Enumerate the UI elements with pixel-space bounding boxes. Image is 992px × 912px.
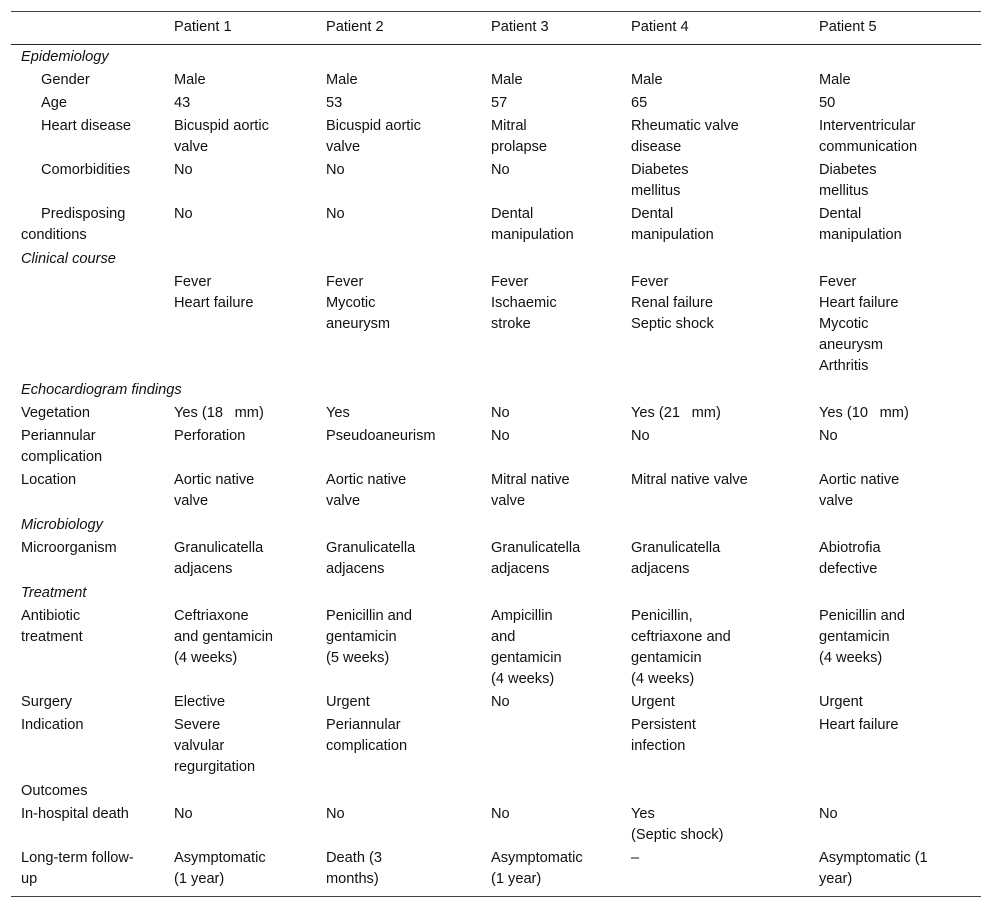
table-cell xyxy=(481,605,621,691)
table-row xyxy=(11,537,981,581)
section-row xyxy=(11,513,981,537)
table-row xyxy=(11,847,981,897)
header-cell-empty xyxy=(11,12,164,45)
cell-line: (Septic shock) xyxy=(631,827,724,843)
cell-line: mellitus xyxy=(631,183,681,199)
row-label-empty xyxy=(11,271,164,378)
cell-line: manipulation xyxy=(631,227,714,243)
cell-line: Diabetes xyxy=(819,162,877,178)
section-row xyxy=(11,581,981,605)
cell-line: Penicillin and xyxy=(326,608,412,624)
cell-line: communication xyxy=(819,139,918,155)
header-patient-5: Patient 5 xyxy=(809,12,981,45)
section-epidemiology: Epidemiology xyxy=(21,49,109,65)
cell-line: valve xyxy=(174,139,209,155)
cell-line: No xyxy=(326,806,345,822)
table-cell xyxy=(621,537,809,581)
cell-line: No xyxy=(819,806,838,822)
cell-line: Mycotic xyxy=(819,316,869,332)
header-patient-1: Patient 1 xyxy=(164,12,316,45)
table-cell xyxy=(316,469,481,513)
table-cell: No xyxy=(326,206,345,222)
table-cell: Male xyxy=(491,72,523,88)
table-cell: No xyxy=(491,162,510,178)
cell-line: No xyxy=(174,806,193,822)
cell-line: Ceftriaxone xyxy=(174,608,249,624)
row-label xyxy=(11,605,164,691)
table-row xyxy=(11,605,981,691)
table-cell xyxy=(809,203,981,247)
table-row xyxy=(11,714,981,779)
cell-line: defective xyxy=(819,561,878,577)
cell-line: valve xyxy=(326,139,361,155)
table-cell xyxy=(621,159,809,203)
table-cell: 57 xyxy=(491,95,508,111)
cell-line: Aortic native xyxy=(174,472,255,488)
row-label: Comorbidities xyxy=(41,162,131,178)
cell-line: Dental xyxy=(819,206,862,222)
table-cell xyxy=(809,469,981,513)
table-cell xyxy=(621,115,809,159)
cell-line: Mycotic xyxy=(326,295,376,311)
table-cell xyxy=(316,115,481,159)
cell-line: Dental xyxy=(491,206,534,222)
cell-line: Fever xyxy=(631,274,669,290)
table-cell: Yes (10 mm) xyxy=(819,405,909,421)
section-row xyxy=(11,378,981,402)
row-label-line: up xyxy=(21,871,38,887)
row-label: Gender xyxy=(41,72,90,88)
table-row xyxy=(11,691,981,714)
table-cell xyxy=(316,803,481,847)
row-label-line: Long-term follow- xyxy=(21,850,134,866)
table-cell xyxy=(481,271,621,378)
cell-line: Fever xyxy=(174,274,212,290)
table-cell xyxy=(164,537,316,581)
cell-line: regurgitation xyxy=(174,759,256,775)
table-cell: No xyxy=(174,162,193,178)
table-cell: No xyxy=(174,206,193,222)
table-cell xyxy=(316,271,481,378)
cell-line: Granulicatella xyxy=(326,540,416,556)
table-cell xyxy=(316,847,481,897)
cell-line: ceftriaxone and xyxy=(631,629,731,645)
header-patient-4: Patient 4 xyxy=(621,12,809,45)
table-cell: No xyxy=(491,428,510,444)
table-cell xyxy=(621,803,809,847)
cell-line: Abiotrofia xyxy=(819,540,881,556)
table-cell: Perforation xyxy=(174,428,246,444)
table-cell xyxy=(621,203,809,247)
row-label-line: conditions xyxy=(21,227,87,243)
cell-line: Granulicatella xyxy=(491,540,581,556)
table-cell: Urgent xyxy=(631,694,675,710)
row-label-line: Periannular xyxy=(21,428,96,444)
table-cell xyxy=(164,803,316,847)
cell-line: Mitral native xyxy=(491,472,570,488)
cell-line: Heart failure xyxy=(174,295,254,311)
cell-line: Asymptomatic xyxy=(174,850,266,866)
table-cell xyxy=(621,271,809,378)
table-cell: Urgent xyxy=(819,694,863,710)
cell-line: disease xyxy=(631,139,682,155)
table-cell xyxy=(164,714,316,779)
cell-line: Mitral xyxy=(491,118,527,134)
cell-line: gentamicin xyxy=(491,650,562,666)
cell-line: adjacens xyxy=(631,561,690,577)
patient-table xyxy=(11,11,981,897)
row-label-line: Predisposing xyxy=(41,206,126,222)
table-cell xyxy=(481,803,621,847)
cell-line: Persistent xyxy=(631,717,696,733)
table-cell xyxy=(809,115,981,159)
row-label-line: complication xyxy=(21,449,103,465)
cell-line: valve xyxy=(819,493,854,509)
table-row xyxy=(11,469,981,513)
row-label: Location xyxy=(21,472,77,488)
table-cell: Pseudoaneurism xyxy=(326,428,436,444)
table-cell xyxy=(164,469,316,513)
table-cell: Male xyxy=(631,72,663,88)
table-cell: 50 xyxy=(819,95,836,111)
table-cell xyxy=(809,803,981,847)
cell-line: (1 year) xyxy=(491,871,542,887)
cell-line: Interventricular xyxy=(819,118,916,134)
cell-line: Mitral native valve xyxy=(631,472,748,488)
cell-line: aneurysm xyxy=(819,337,884,353)
table-cell xyxy=(809,605,981,691)
cell-line: months) xyxy=(326,871,379,887)
cell-line: No xyxy=(491,806,510,822)
cell-line: Death (3 xyxy=(326,850,382,866)
cell-line: (4 weeks) xyxy=(174,650,238,666)
table-cell: Yes (18 mm) xyxy=(174,405,264,421)
cell-line: aneurysm xyxy=(326,316,391,332)
table-cell: 65 xyxy=(631,95,648,111)
cell-line: Penicillin, xyxy=(631,608,693,624)
row-label: Vegetation xyxy=(21,405,90,421)
cell-line: prolapse xyxy=(491,139,547,155)
table-cell: No xyxy=(326,162,345,178)
table-cell xyxy=(621,605,809,691)
cell-line: manipulation xyxy=(491,227,574,243)
header-row xyxy=(11,12,981,45)
cell-line: (4 weeks) xyxy=(819,650,883,666)
row-label: Heart disease xyxy=(41,118,132,134)
cell-line: Periannular xyxy=(326,717,401,733)
table-cell xyxy=(809,537,981,581)
cell-line: Penicillin and xyxy=(819,608,905,624)
table-cell: Male xyxy=(174,72,206,88)
cell-line: valve xyxy=(491,493,526,509)
cell-line: gentamicin xyxy=(819,629,890,645)
table-cell xyxy=(481,847,621,897)
table-cell: No xyxy=(631,428,650,444)
table-cell: Male xyxy=(326,72,358,88)
cell-line: gentamicin xyxy=(631,650,702,666)
table-row xyxy=(11,803,981,847)
table-cell xyxy=(481,115,621,159)
header-patient-3: Patient 3 xyxy=(481,12,621,45)
cell-line: mellitus xyxy=(819,183,869,199)
cell-line: Fever xyxy=(326,274,364,290)
cell-line: Asymptomatic xyxy=(491,850,583,866)
cell-line: Bicuspid aortic xyxy=(174,118,269,134)
table-cell: Elective xyxy=(174,694,226,710)
table-cell xyxy=(481,469,621,513)
cell-line: and xyxy=(491,629,516,645)
section-outcomes: Outcomes xyxy=(21,783,88,799)
cell-line: Aortic native xyxy=(819,472,900,488)
table-cell xyxy=(809,847,981,897)
table-row xyxy=(11,115,981,159)
table-cell: Yes xyxy=(326,405,350,421)
cell-line: Diabetes xyxy=(631,162,689,178)
row-label: Surgery xyxy=(21,694,73,710)
cell-line: adjacens xyxy=(491,561,550,577)
table-cell: Yes (21 mm) xyxy=(631,405,721,421)
cell-line: (4 weeks) xyxy=(491,671,555,687)
cell-line: (5 weeks) xyxy=(326,650,390,666)
cell-line: Aortic native xyxy=(326,472,407,488)
section-echocardiogram: Echocardiogram findings xyxy=(21,382,182,398)
cell-line: valvular xyxy=(174,738,225,754)
cell-line: Dental xyxy=(631,206,674,222)
table-cell xyxy=(809,159,981,203)
table-cell xyxy=(164,847,316,897)
cell-line: adjacens xyxy=(326,561,385,577)
cell-line: Ampicillin xyxy=(491,608,553,624)
section-clinical-course: Clinical course xyxy=(21,251,116,267)
section-treatment: Treatment xyxy=(21,585,87,601)
cell-line: and gentamicin xyxy=(174,629,273,645)
table-cell xyxy=(481,203,621,247)
cell-line: (4 weeks) xyxy=(631,671,695,687)
row-label xyxy=(11,425,164,469)
cell-line: Granulicatella xyxy=(631,540,721,556)
cell-line: year) xyxy=(819,871,853,887)
table-cell xyxy=(481,714,621,779)
row-label: In-hospital death xyxy=(21,806,129,822)
table-cell xyxy=(809,271,981,378)
table-cell: Male xyxy=(819,72,851,88)
row-label xyxy=(11,203,164,247)
cell-line: Heart failure xyxy=(819,295,899,311)
table-row xyxy=(11,92,981,115)
cell-line: Yes xyxy=(631,806,655,822)
cell-line: infection xyxy=(631,738,686,754)
table-cell xyxy=(809,714,981,779)
table-row xyxy=(11,425,981,469)
table-row xyxy=(11,402,981,425)
cell-line: Heart failure xyxy=(819,717,899,733)
cell-line: Fever xyxy=(819,274,857,290)
section-microbiology: Microbiology xyxy=(21,517,103,533)
table-cell xyxy=(316,537,481,581)
table-cell xyxy=(164,605,316,691)
table-cell xyxy=(481,537,621,581)
section-row xyxy=(11,247,981,271)
cell-line: complication xyxy=(326,738,408,754)
table-row xyxy=(11,159,981,203)
cell-line: adjacens xyxy=(174,561,233,577)
table-cell xyxy=(164,271,316,378)
table-cell: No xyxy=(491,694,510,710)
table-cell: 53 xyxy=(326,95,343,111)
row-label-line: treatment xyxy=(21,629,83,645)
table-cell xyxy=(621,847,809,897)
section-row xyxy=(11,45,981,70)
table-cell xyxy=(316,714,481,779)
header-patient-2: Patient 2 xyxy=(316,12,481,45)
table-cell xyxy=(621,714,809,779)
table-row xyxy=(11,69,981,92)
cell-line: Ischaemic xyxy=(491,295,557,311)
table-row xyxy=(11,271,981,378)
table-cell: Urgent xyxy=(326,694,370,710)
cell-line: Septic shock xyxy=(631,316,714,332)
cell-line: Arthritis xyxy=(819,358,869,374)
cell-line: Bicuspid aortic xyxy=(326,118,421,134)
table-cell: 43 xyxy=(174,95,191,111)
cell-line: Fever xyxy=(491,274,529,290)
cell-line: stroke xyxy=(491,316,531,332)
row-label: Indication xyxy=(21,717,84,733)
cell-line: gentamicin xyxy=(326,629,397,645)
cell-line: manipulation xyxy=(819,227,902,243)
cell-line: Rheumatic valve xyxy=(631,118,739,134)
cell-line: (1 year) xyxy=(174,871,225,887)
row-label: Microorganism xyxy=(21,540,117,556)
cell-line: valve xyxy=(174,493,209,509)
table-cell xyxy=(164,115,316,159)
table-cell: No xyxy=(819,428,838,444)
row-label-line: Antibiotic xyxy=(21,608,81,624)
row-label: Age xyxy=(41,95,67,111)
cell-line: Renal failure xyxy=(631,295,713,311)
table-row xyxy=(11,203,981,247)
table-cell: No xyxy=(491,405,510,421)
table-cell xyxy=(621,469,809,513)
cell-line: Asymptomatic (1 xyxy=(819,850,928,866)
cell-line: valve xyxy=(326,493,361,509)
cell-line: – xyxy=(631,850,640,866)
section-row xyxy=(11,779,981,803)
row-label xyxy=(11,847,164,897)
cell-line: Severe xyxy=(174,717,221,733)
cell-line: Granulicatella xyxy=(174,540,264,556)
table-cell xyxy=(316,605,481,691)
